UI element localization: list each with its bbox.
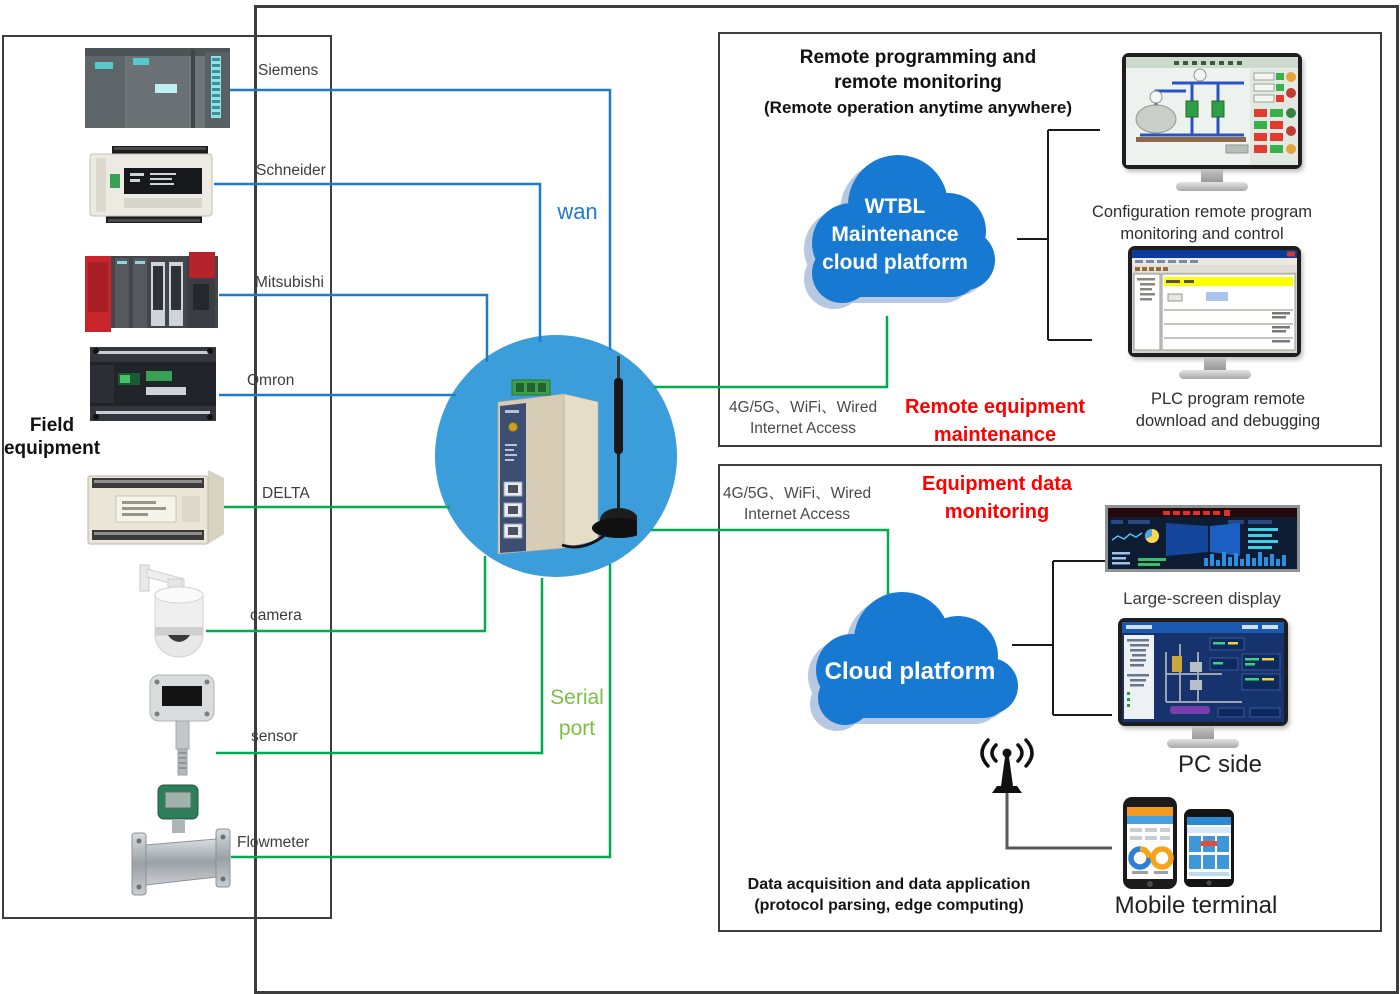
monitor-pc-scada xyxy=(1118,618,1288,748)
data-monitoring-tag: Equipment data monitoring xyxy=(921,473,1072,523)
device-label-flowmeter: Flowmeter xyxy=(237,834,310,851)
monitor-configuration-scada xyxy=(1122,53,1302,191)
device-label-delta: DELTA xyxy=(262,485,310,502)
remote-box-title: Remote programming and remote monitoring (Remote operation anytime anywhere) xyxy=(764,47,1072,117)
camera-image xyxy=(138,563,210,661)
phone-table-image xyxy=(1183,808,1235,888)
monitor-stand xyxy=(1192,726,1214,739)
cloud-platform-label: Cloud platform xyxy=(824,658,996,685)
large-screen-content xyxy=(1108,508,1297,569)
large-screen-caption: Large-screen display xyxy=(1123,589,1281,608)
monitor-stand xyxy=(1201,169,1223,182)
flowmeter-image xyxy=(130,783,232,905)
remote-access-label: 4G/5G、WiFi、Wired Internet Access xyxy=(728,399,878,437)
mobile-terminal-caption: Mobile terminal xyxy=(1114,892,1278,919)
sensor-image xyxy=(148,673,218,777)
data-acquisition-footer: Data acquisition and data application (protocol parsing, edge computing) xyxy=(747,876,1031,914)
pc-scada-screen xyxy=(1122,622,1284,722)
delta-plc-image xyxy=(86,468,224,548)
device-label-omron: Omron xyxy=(247,372,295,389)
data-access-label: 4G/5G、WiFi、Wired Internet Access xyxy=(722,485,872,523)
antenna-icon xyxy=(975,736,1039,796)
monitor-plc-software xyxy=(1128,246,1301,379)
monitor-base xyxy=(1179,370,1251,379)
phone-dashboard-image xyxy=(1122,796,1178,890)
mitsubishi-plc-image xyxy=(85,252,218,332)
wan-label: wan xyxy=(557,199,598,224)
device-label-schneider: Schneider xyxy=(256,162,326,179)
monitor-stand xyxy=(1204,357,1226,370)
device-label-mitsubishi: Mitsubishi xyxy=(255,274,324,291)
field-equipment-group-label: Field equipment xyxy=(3,415,101,459)
schneider-plc-image xyxy=(88,146,216,224)
monitor1-caption: Configuration remote program monitoring and control xyxy=(1091,203,1313,243)
scada-screen xyxy=(1126,57,1298,165)
plc-software-screen xyxy=(1132,250,1297,353)
device-label-camera: camera xyxy=(250,607,302,624)
wtbl-cloud-label: WTBL Maintenance cloud platform xyxy=(822,195,968,274)
monitor2-caption: PLC program remote download and debugging xyxy=(1135,390,1321,430)
industrial-router-image xyxy=(472,352,637,562)
monitor-base xyxy=(1176,182,1248,191)
remote-maintenance-tag: Remote equipment maintenance xyxy=(904,396,1086,446)
device-label-siemens: Siemens xyxy=(258,62,319,79)
serial-port-label: Serial port xyxy=(550,686,604,740)
device-label-sensor: sensor xyxy=(251,728,298,745)
omron-plc-image xyxy=(88,343,218,425)
pc-side-caption: PC side xyxy=(1177,751,1263,778)
monitor-base xyxy=(1167,739,1239,748)
large-screen-display xyxy=(1105,505,1300,572)
siemens-plc-image xyxy=(85,48,230,130)
